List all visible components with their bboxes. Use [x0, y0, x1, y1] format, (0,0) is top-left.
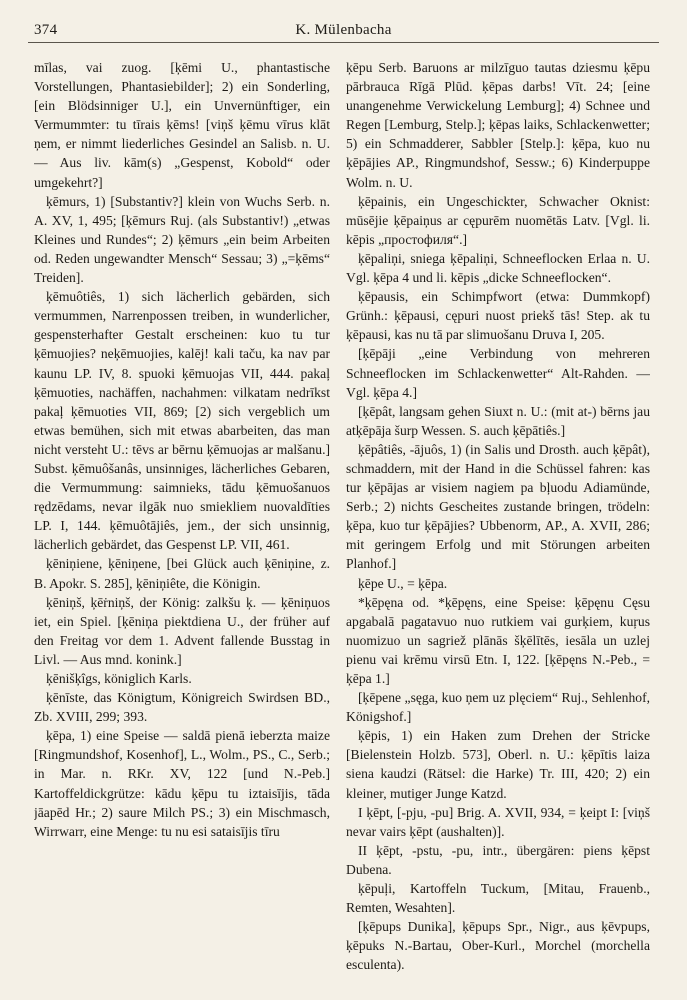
right-column: [346, 58, 650, 1000]
right-entry: [ķēpups Dunika], ķēpups Spr., Nigr., aus ķēvpups, ķēpuks N.-Bartau, Ober-Kurl., Morchel (morchella esculenta).: [346, 919, 650, 973]
right-entry: ķēpe U., = ķēpa.: [358, 575, 448, 591]
right-entry: ķēpu Serb. Baruons ar milzīguo tautas dziesmu ķēpu pārbrauca Rīgā Plūd. ķēpas darbs! Vīt. 24; [eine unangenehme Verwickelung Lemburg]; 4) Schnee und Regen [Lemburg, Stelp.]; ķēpas laiks, Schlackenwetter; 5) ein Schmadderer, Sabbler [Stelp.]: ķēpa, kuo nu ķēpājies AP., Ringmundshof, Sessw.; 6) Kinderpuppe Wolm. n. U.: [346, 60, 650, 190]
page-header: [28, 14, 659, 44]
right-entry: [ķēpāji „eine Verbindung von mehreren Schneeflocken im Schlackenwetter“ Alt-Rahden. — Vgl. ķēpa 4.]: [346, 346, 650, 400]
left-entry: ķēniņš, ķēṙniņš, der König: zalkšu ķ. — ķēniņuos iet, ein Spiel. [ķēniņa piektdiena U., der früher auf den Freitag vor dem 1. Advent fallende Busstag in Livl. — Aus mnd. konink.]: [34, 594, 330, 667]
right-entry: ķēpis, 1) ein Haken zum Drehen der Stricke [Bielenstein Holzb. 573], Oberl. n. U.: ķēpītis laiza siena kaudzi (Rätsel: die Harke) Tr. III, 420; 2) ein kleiner, mutiger Junge Katzd.: [346, 728, 650, 801]
right-entry: I ķēpt, [-pju, -pu] Brig. A. XVII, 934, = ķeipt I: [viņš nevar vairs ķēpt (aushalten)].: [346, 804, 650, 839]
left-entry: ķēniņiene, ķēniņene, [bei Glück auch ķēniņine, z. B. Apokr. S. 285], ķēniņiête, die Königin.: [34, 556, 330, 591]
right-entry: [ķēpât, langsam gehen Siuxt n. U.: (mit at-) bērns jau atķēpāja šurp Wessen. S. auch ķēpātiês.]: [346, 403, 650, 438]
left-entry: ķēpa, 1) eine Speise — saldā pienā ieberzta maize [Ringmundshof, Kosenhof], L., Wolm., PS., C., Serb.; in Mar. n. RKr. XV, 122 [und N.-Peb.] Kartoffeldickgrütze: kādu ķēpu tu iztaisījis, tāda jāapēd Hr.; 2) saure Milch PS.; 3) ein Mischmasch, Wirrwarr, eine Menge: tu nu esi sataisījis tīru: [34, 728, 330, 839]
right-entry: ķēpuļi, Kartoffeln Tuckum, [Mitau, Frauenb., Remten, Wesahten].: [346, 881, 650, 916]
left-entry: ķēmuôtiês, 1) sich lächerlich gebärden, sich vermummen, Narrenpossen treiben, in wunderlicher, gespensterhafter Gestalt erscheinen: kuo tu tur ķēmuojies? neķēmuojies, kalēj! kali taču, ka nav par kaunu LP. IV, 8. spuoki ķēmuojas VII, 444. pakaļ ķēmuoties, nachäffen, nachahmen: vilkatam nedrīkst pakaļ ķēmuoties VII, 869; [2) sich vergeblich um etwas bemühen, sich mit etwas abarbeiten, das man nicht versteht U.: tēvs ar bērnu ķēmuojas ar malšanu.] Subst. ķēmuôšanâs, unsinniges, lächerliches Gebaren, die Vermummung: saimnieks, tādu ķēmuošanuos rędzēdams, nevar ilgāk nuo smiekliem nuovaldīties LP. I, 144. ķēmuôtājiês, jem., der sich unsinnig, lächerlich gebärdet, das Gespenst LP. VII, 461.: [34, 289, 330, 553]
right-entry: ķēpainis, ein Ungeschickter, Schwacher Oknist: mūsējie ķēpaiņus ar cępurēm nuomētās Latv. [Vgl. li. kēpis „простофиля“.]: [346, 193, 650, 247]
right-entry: [ķēpene „sęga, kuo ņem uz plęciem“ Ruj., Sehlenhof, Königshof.]: [346, 690, 650, 725]
left-column: [34, 58, 330, 1000]
header-rule: [28, 42, 659, 43]
running-title: K. Mülenbacha: [295, 22, 392, 38]
left-entry: ķēmurs, 1) [Substantiv?] klein von Wuchs Serb. n. A. XV, 1, 495; [ķēmurs Ruj. (als Substantiv!) „etwas Kleines und Rundes“; 2) ķēmurs „ein beim Arbeiten od. Reden ungewandter Mensch“ Sessau; 3) „=ķēms“ Treiden].: [34, 193, 330, 286]
right-entry: II ķēpt, -pstu, -pu, intr., übergären: piens ķēpst Dubena.: [346, 842, 650, 877]
left-entry: mīlas, vai zuog. [ķēmi U., phantastische Vorstellungen, Phantasiebilder]; 2) ein Sonderling, [ein Blödsinniger U.], ein Unvernünftiger, ein Vermummter: tu tīrais ķēms! [viņš ķēmu vīrus klāt ņem, er nimmt liederliches Gesindel an Salisb. n. U. — Aus liv. kām(s) „Gespenst, Kobold“ oder umgekehrt?]: [34, 60, 330, 190]
page-number: 374: [34, 22, 58, 38]
left-entry: ķēnišķîgs, königlich Karls.: [46, 671, 192, 686]
right-entry: *ķēpęna od. *ķēpęns, eine Speise: ķēpęnu Cęsu apgabalā pagatavuo nuo rutkiem vai gurķiem, kuŗus nuomizuo un sagriež plānās šķēlītēs, iesāla un uzlej pienu vai krēmu virsū Etn. I, 122. [ķēpęns N.-Peb., = ķēpa 1.]: [346, 594, 650, 686]
right-entry: ķēpausis, ein Schimpfwort (etwa: Dummkopf) Grünh.: ķēpausi, cępuri nuost priekš tās! Step. ak tu ķēpausi, kas nu tā par slimuošanu Druva I, 205.: [346, 289, 650, 343]
right-entry: ķēpâtiês, -ājuôs, 1) (in Salis und Drosth. auch ķēpât), schmaddern, mit der Hand in die Schüssel fahren: kas tur ķēpājas ar visiem nagiem pa bļuodu Adiamünde, Serb.; 2) nichts Gescheites zustande bringen, trödeln: ķēpa, kuo tur ķēpājies? Ubbenorm, AP., A. XVII, 286; mit geringem Erfolg und mit Störungen arbeiten Planhof.]: [346, 441, 650, 572]
right-entry: ķēpaliņi, sniega ķēpaliņi, Schneeflocken Erlaa n. U. Vgl. ķēpa 4 und li. kēpis „dicke Schneeflocken“.: [346, 250, 650, 286]
left-entry: ķēnīste, das Königtum, Königreich Swirdsen BD., Zb. XVIII, 299; 393.: [34, 690, 330, 725]
